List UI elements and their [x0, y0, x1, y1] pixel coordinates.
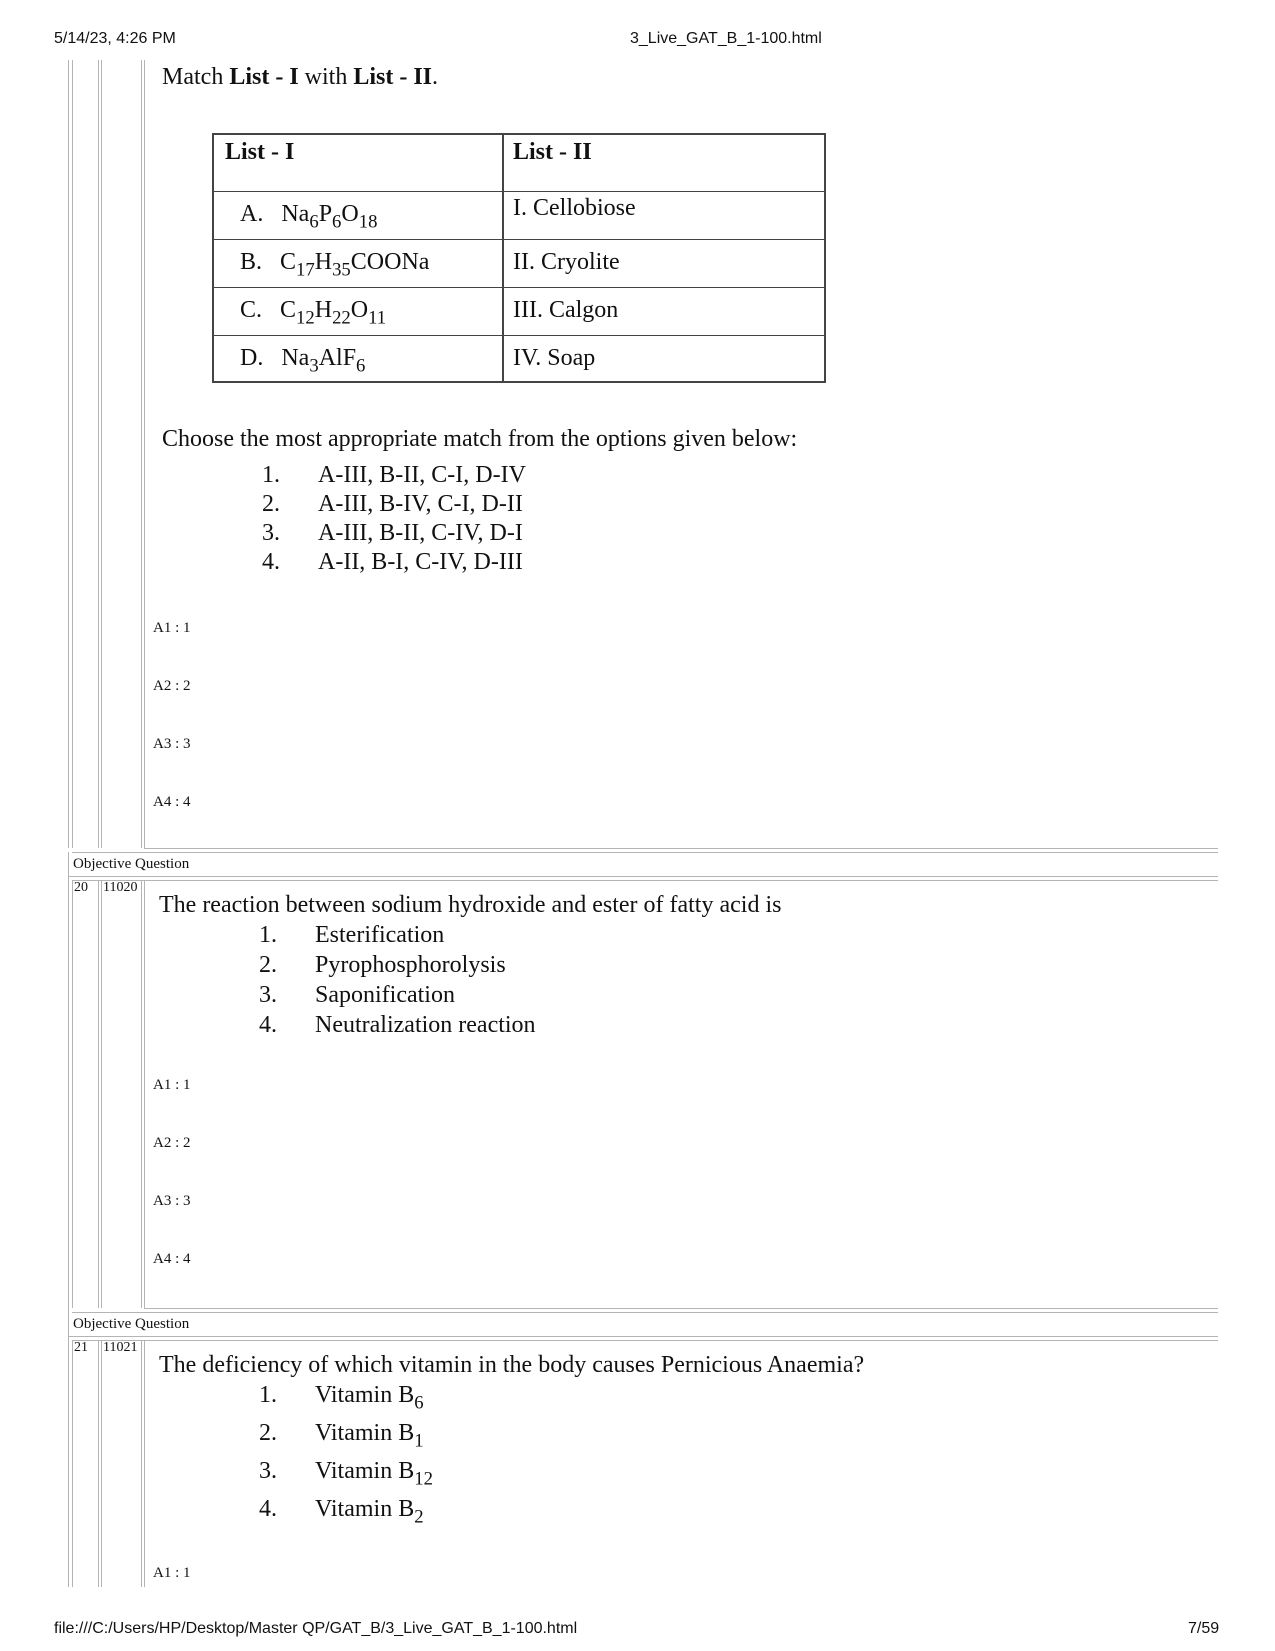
q20-option-4-text: Neutralization reaction — [315, 1012, 536, 1038]
table-row-c-left: C. $C_{12}H_{22}O_{11}$ — [240, 297, 387, 329]
print-page-number: 7/59 — [1188, 1620, 1220, 1637]
q19-option-3-text: A-III, B-II, C-IV, D-I — [318, 520, 523, 546]
q21-option-2-num: 2. — [259, 1420, 277, 1446]
q19-answer-4: A4 : 4 — [153, 794, 191, 810]
table-row-d-right: IV. Soap — [513, 345, 596, 371]
q19-intro-prefix: Match — [162, 64, 230, 90]
q21-option-1-text: Vitamin $B_6$ — [315, 1382, 424, 1414]
q21-answer-1: A1 : 1 — [153, 1565, 191, 1581]
q19-option-3-num: 3. — [262, 520, 280, 546]
q19-answer-2: A2 : 2 — [153, 678, 191, 694]
table-row-a-right: I. Cellobiose — [513, 195, 636, 221]
table-row-c-right: III. Calgon — [513, 297, 619, 323]
q20-option-2-num: 2. — [259, 952, 277, 978]
q21-stem: The deficiency of which vitamin in the body causes Pernicious Anaemia? — [159, 1352, 865, 1378]
q20-option-1-text: Esterification — [315, 922, 445, 948]
list1-header: List - I — [225, 139, 295, 165]
print-file-path: file:///C:/Users/HP/Desktop/Master QP/GAT_B/3_Live_GAT_B_1-100.html — [54, 1620, 578, 1637]
q21-option-1-num: 1. — [259, 1382, 277, 1408]
q20-section-label: Objective Question — [73, 856, 190, 872]
q21-serial: 21 — [74, 1340, 88, 1355]
q21-qid: 11021 — [103, 1340, 138, 1355]
q20-answer-4: A4 : 4 — [153, 1251, 191, 1267]
print-datetime: 5/14/23, 4:26 PM — [54, 30, 176, 47]
q20-option-4-num: 4. — [259, 1012, 277, 1038]
q20-qid: 11020 — [103, 880, 138, 895]
q21-option-3-text: Vitamin $B_{12}$ — [315, 1458, 433, 1490]
q19-option-1-text: A-III, B-II, C-I, D-IV — [318, 462, 526, 488]
print-doc-title: 3_Live_GAT_B_1-100.html — [630, 30, 822, 47]
q20-answer-1: A1 : 1 — [153, 1077, 191, 1093]
q19-intro-suffix: . — [432, 64, 439, 90]
q20-option-1-num: 1. — [259, 922, 277, 948]
q19-intro — [162, 64, 438, 91]
q20-option-2-text: Pyrophosphorolysis — [315, 952, 506, 978]
q19-option-2-num: 2. — [262, 491, 280, 517]
q19-option-4-text: A-II, B-I, C-IV, D-III — [318, 549, 523, 575]
q20-option-3-text: Saponification — [315, 982, 455, 1008]
table-row-b-left: B. $C_{17}H_{35}COONa$ — [240, 249, 430, 281]
table-row-a-left: A. $Na_6P_6O_{18}$ — [240, 201, 378, 233]
q19-intro-with: with — [298, 64, 354, 90]
q21-option-3-num: 3. — [259, 1458, 277, 1484]
match-list-table — [212, 133, 826, 383]
q20-answer-2: A2 : 2 — [153, 1135, 191, 1151]
q20-option-3-num: 3. — [259, 982, 277, 1008]
q19-answer-1: A1 : 1 — [153, 620, 191, 636]
table-row-d-left: D. $Na_3AlF_6$ — [240, 345, 366, 377]
q19-option-4-num: 4. — [262, 549, 280, 575]
q21-option-4-text: Vitamin $B_2$ — [315, 1496, 424, 1528]
q21-section-label: Objective Question — [73, 1316, 190, 1332]
q19-intro-list2: List - II — [353, 64, 433, 90]
q19-option-1-num: 1. — [262, 462, 280, 488]
q21-option-2-text: Vitamin $B_1$ — [315, 1420, 424, 1452]
q19-option-2-text: A-III, B-IV, C-I, D-II — [318, 491, 523, 517]
q19-intro-list1: List - I — [229, 64, 299, 90]
q20-stem: The reaction between sodium hydroxide and ester of fatty acid is — [159, 892, 782, 918]
q19-answer-3: A3 : 3 — [153, 736, 191, 752]
list2-header: List - II — [513, 139, 592, 165]
q21-option-4-num: 4. — [259, 1496, 277, 1522]
q19-choose-text: Choose the most appropriate match from the options given below: — [162, 426, 798, 452]
q20-serial: 20 — [74, 880, 88, 895]
q20-answer-3: A3 : 3 — [153, 1193, 191, 1209]
table-row-b-right: II. Cryolite — [513, 249, 620, 275]
